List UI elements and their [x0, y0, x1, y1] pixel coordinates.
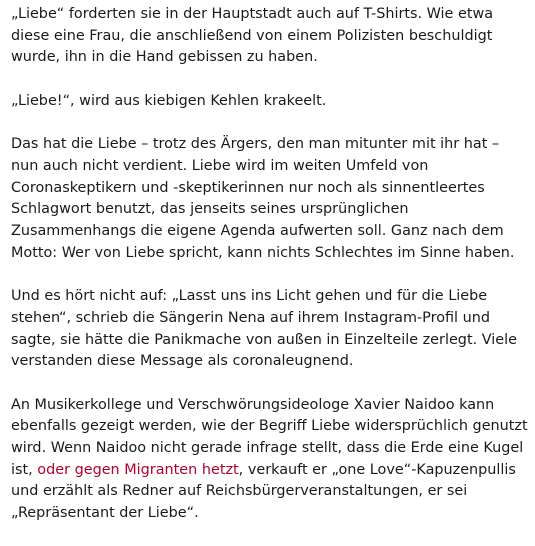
- paragraph-liebe-tshirts: „Liebe“ forderten sie in der Hauptstadt auch auf T-Shirts. Wie etwa diese eine Frau, die anschließend von einem Polizisten beschuldigt wurde, ihn in die Hand gebissen zu haben.: [11, 6, 494, 66]
- paragraph-liebe-krakeelt: „Liebe!“, wird aus kiebigen Kehlen krakeelt.: [11, 92, 327, 109]
- paragraph-naidoo-text-after-link: , verkauft er „one Love“-Kapuzenpullis und erzählt als Redner auf Reichsbürgerveranstaltungen, er sei „Repräsentant der Liebe“.: [11, 461, 516, 522]
- migranten-hetzt-link[interactable]: oder gegen Migranten hetzt: [37, 461, 239, 478]
- article-body: [11, 4, 529, 525]
- paragraph-liebe-schlagwort: Das hat die Liebe – trotz des Ärgers, den man mitunter mit ihr hat – nun auch nicht verdient. Liebe wird im weiten Umfeld von Coronaskeptikern und -skeptikerinnen nur noch als sinnentleertes Schlagwort benutzt, das jenseits seines ursprünglichen Zusammenhangs die eigene Agenda aufwerten soll. Ganz nach dem Motto: Wer von Liebe spricht, kann nichts Schlechtes im Sinne haben.: [11, 136, 515, 261]
- paragraph-naidoo: [11, 395, 529, 525]
- paragraph-nena: Und es hört nicht auf: „Lasst uns ins Licht gehen und für die Liebe stehen“, schrieb die Sängerin Nena auf ihrem Instagram-Profil und sagte, sie hätte die Panikmache von außen in Einzelteile zerlegt. Viele verstanden diese Message als coronaleugnend.: [11, 288, 517, 370]
- paragraph-naidoo-text-before-link: An Musikerkollege und Verschwörungsideologe Xavier Naidoo kann ebenfalls gezeigt werden, wie der Begriff Liebe widersprüchlich genutzt wird. Wenn Naidoo nicht gerade infrage stellt, dass die Erde eine Kugel ist,: [11, 396, 528, 478]
